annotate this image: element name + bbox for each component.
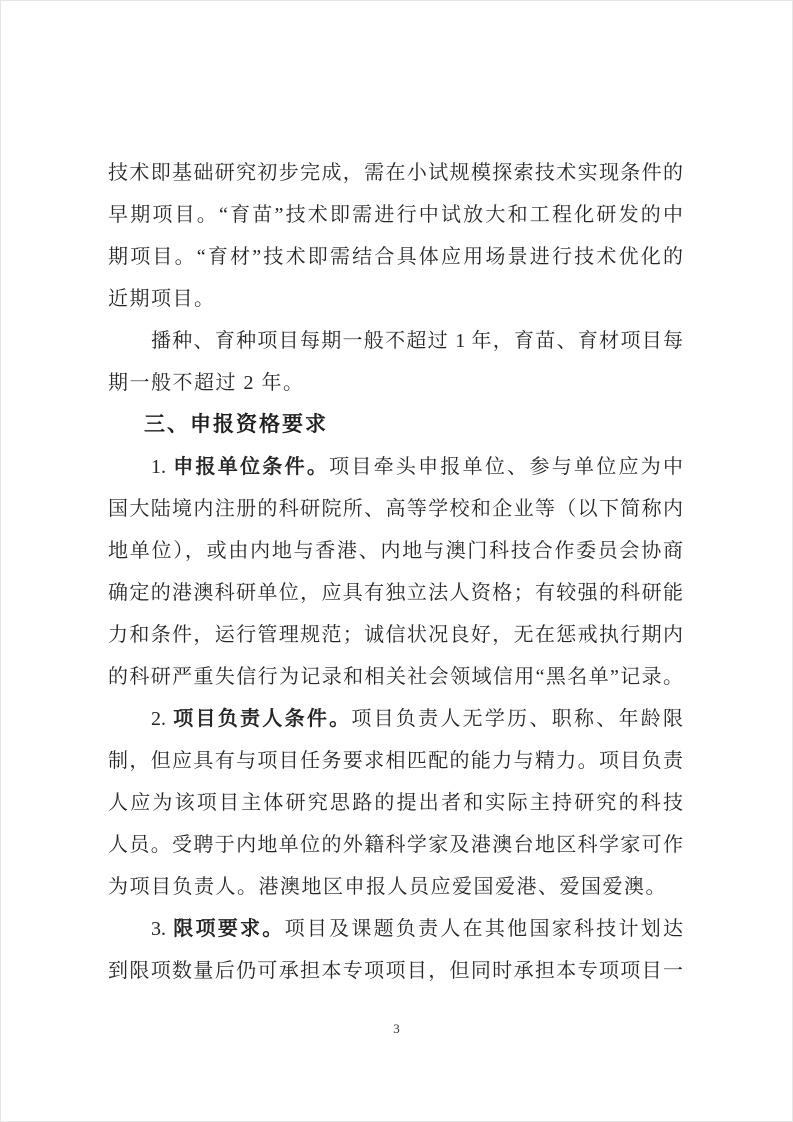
para-periods-line-4 [108,278,683,320]
bold-run: 三、申报资格要求 [144,413,328,436]
text-run: 地单位），或由内地与香港、内地与澳门科技合作委员会协商 [108,540,683,562]
text-run: 2. [151,708,174,730]
text-run: 1. [151,456,174,478]
text-run: 期项目。“育材”技术即需结合具体应用场景进行技术优化的 [108,246,683,268]
text-run: 制，但应具有与项目任务要求相匹配的能力与精力。项目负责 [108,750,683,772]
text-run: 技术即基础研究初步完成，需在小试规模探索技术实现条件的 [108,162,683,184]
text-run: 的科研严重失信行为记录和相关社会领域信用“黑名单”记录。 [108,666,683,688]
text-run: 近期项目。 [108,288,216,310]
text-run: 项目负责人无学历、职称、年龄限 [351,708,684,730]
text-run: 3. [151,918,174,940]
text-run: 项目牵头申报单位、参与单位应为中 [329,456,684,478]
item2-line-3 [108,782,683,824]
item1-line-2 [108,488,683,530]
text-run: 项目及课题负责人在其他国家科技计划达 [284,918,684,940]
text-run: 力和条件，运行管理规范；诚信状况良好，无在惩戒执行期内 [108,624,683,646]
para-duration-line-1 [108,320,683,362]
item3-line-1 [108,908,683,950]
text-run: 播种、育种项目每期一般不超过 1 年，育苗、育材项目每 [151,330,683,352]
document-body [108,152,683,992]
text-run: 人员。受聘于内地单位的外籍科学家及港澳台地区科学家可作 [108,834,683,856]
item2-line-1 [108,698,683,740]
item3-line-2 [108,950,683,992]
item2-line-4 [108,824,683,866]
text-run: 确定的港澳科研单位，应具有独立法人资格；有较强的科研能 [108,582,683,604]
page-number: 3 [393,1021,400,1036]
item1-line-1 [108,446,683,488]
text-run: 到限项数量后仍可承担本专项项目，但同时承担本专项项目一 [108,960,683,982]
text-run: 期一般不超过 2 年。 [108,372,305,394]
text-run: 国大陆境内注册的科研院所、高等学校和企业等（以下简称内 [108,498,683,520]
item1-line-3 [108,530,683,572]
item1-line-6 [108,656,683,698]
text-run: 早期项目。“育苗”技术即需进行中试放大和工程化研发的中 [108,204,683,226]
item1-line-5 [108,614,683,656]
text-run: 为项目负责人。港澳地区申报人员应爱国爱港、爱国爱澳。 [108,876,667,898]
section-heading [108,404,683,446]
text-run: 人应为该项目主体研究思路的提出者和实际主持研究的科技 [108,792,683,814]
para-duration-line-2 [108,362,683,404]
para-periods-line-3 [108,236,683,278]
item1-line-4 [108,572,683,614]
item2-line-5 [108,866,683,908]
bold-run: 限项要求。 [173,918,285,940]
bold-run: 项目负责人条件。 [173,708,352,730]
item2-line-2 [108,740,683,782]
para-periods-line-2 [108,194,683,236]
bold-run: 申报单位条件。 [173,456,330,478]
para-periods-line-1 [108,152,683,194]
